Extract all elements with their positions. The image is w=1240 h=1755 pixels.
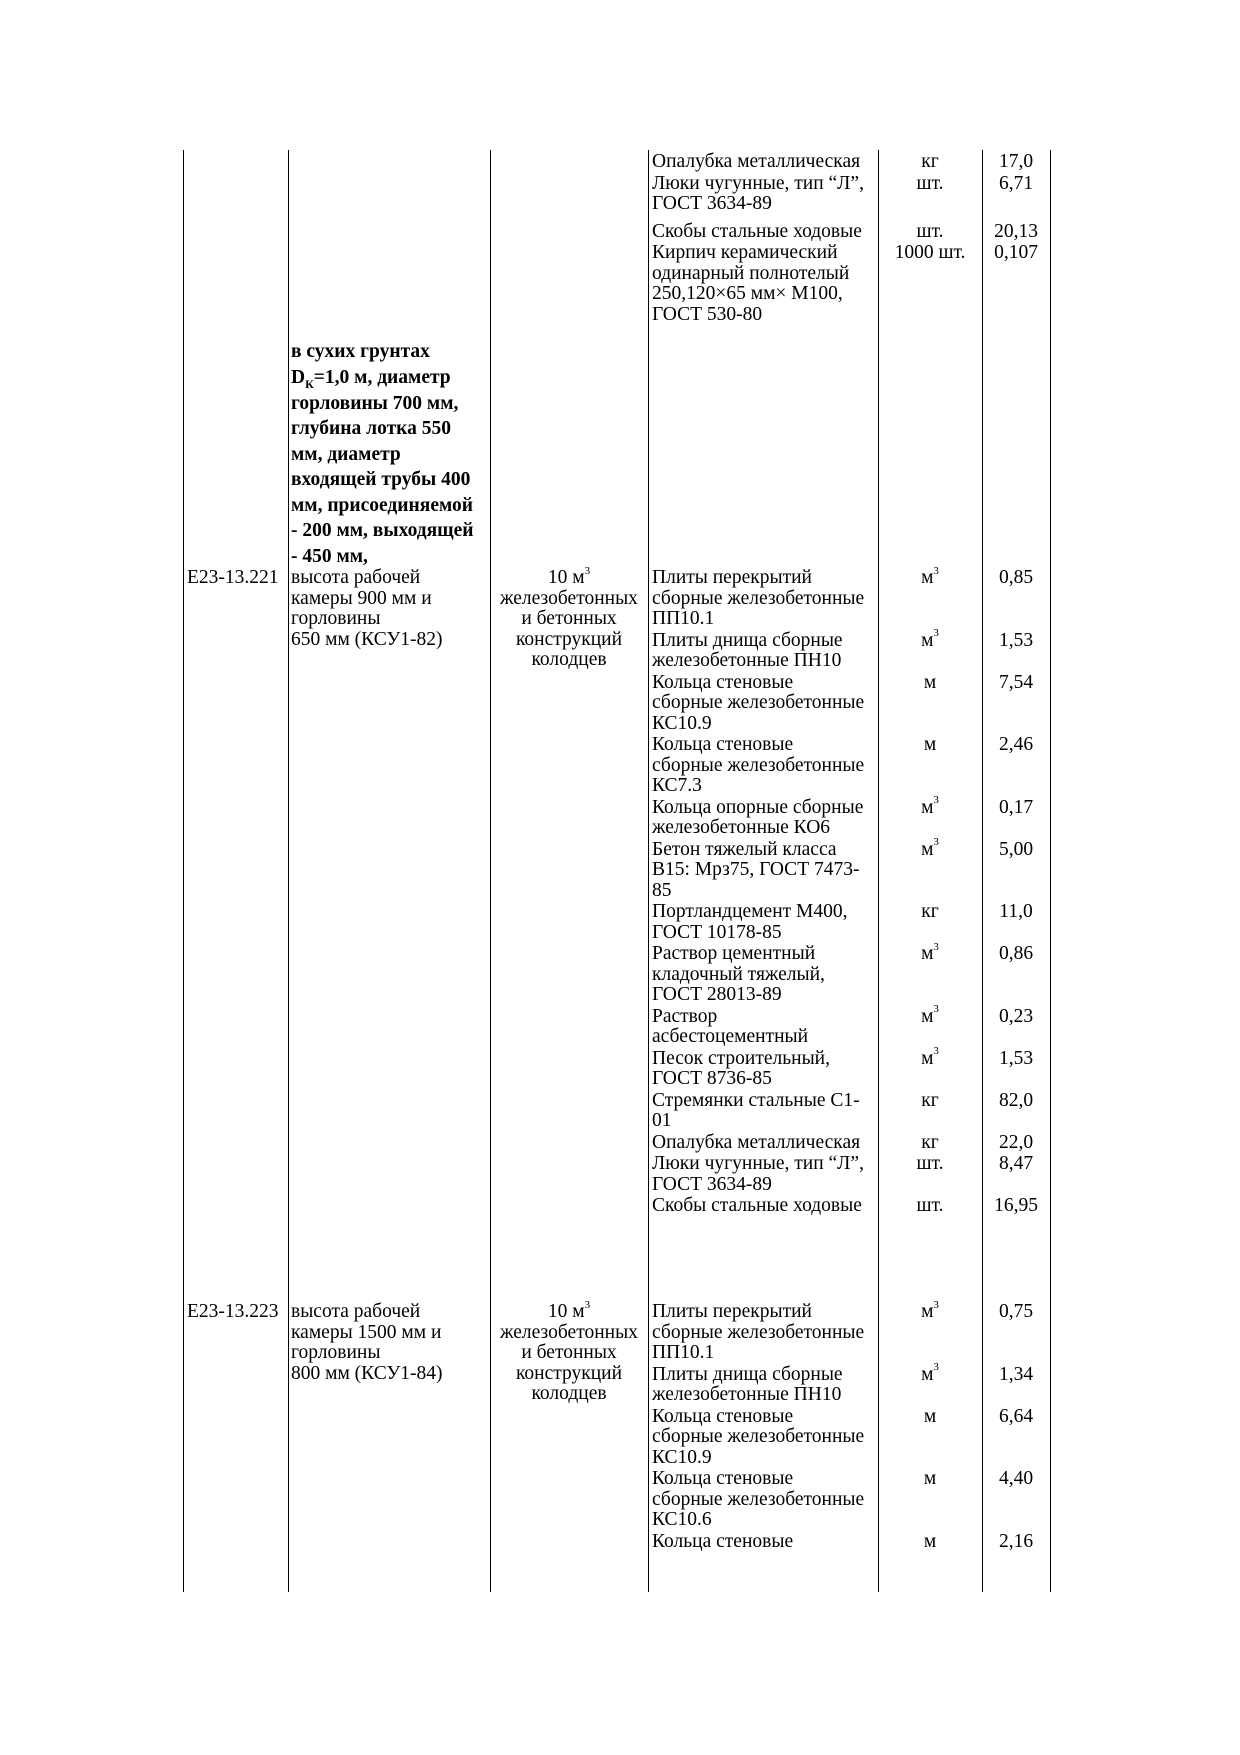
resource-value: 22,0 <box>998 1131 1034 1153</box>
resource-name-line: Песок строительный, <box>652 1047 830 1069</box>
resource-name-line: сборные железобетонные <box>652 587 865 609</box>
resource-name-line: Люки чугунные, тип “Л”, <box>652 1153 864 1174</box>
rate-unit-line: железобетонных <box>500 1321 638 1343</box>
rate-description-line: 800 мм (КСУ1-84) <box>291 1362 443 1384</box>
resource-unit: $м^3$ <box>921 940 939 964</box>
description-line: горловины 700 мм, <box>291 393 459 414</box>
resource-name-line: Скобы стальные ходовые <box>652 1195 862 1216</box>
resource-value: 4,40 <box>998 1468 1034 1489</box>
rate-unit-line: железобетонных <box>500 587 638 609</box>
rate-description-line: горловины <box>291 1342 381 1363</box>
description-line: мм, диаметр <box>291 444 401 465</box>
resource-name-line: Плиты днища сборные <box>652 1363 843 1385</box>
resource-name-line: сборные железобетонные <box>652 754 865 776</box>
resource-unit: кг <box>921 151 939 172</box>
resource-unit: м <box>923 671 937 693</box>
resource-name-line: Бетон тяжелый класса <box>652 838 837 860</box>
rate-code: Е23-13.223 <box>187 1301 279 1322</box>
resource-name-line: ГОСТ 3634-89 <box>652 1173 772 1195</box>
resource-value: 0,86 <box>998 943 1034 964</box>
resource-name-line: ГОСТ 530-80 <box>652 303 763 325</box>
resource-name-line: Скобы стальные ходовые <box>652 220 862 242</box>
resource-name-line: железобетонные ПН10 <box>652 1384 842 1405</box>
resource-name-line: Раствор <box>652 1005 718 1027</box>
resource-name-line: сборные железобетонные <box>652 1321 865 1343</box>
rate-unit-line: колодцев <box>531 649 607 670</box>
description-line: входящей трубы 400 <box>291 469 471 490</box>
resource-name-line: В15: Мрз75, ГОСТ 7473- <box>652 859 860 880</box>
column-border-right <box>1050 150 1051 1592</box>
resource-name-line: Опалубка металлическая <box>652 151 861 172</box>
resource-unit: кг <box>921 1089 939 1111</box>
resource-unit: шт. <box>916 220 944 242</box>
resource-value: 20,13 <box>994 220 1038 242</box>
resource-value: 5,00 <box>998 838 1034 860</box>
resource-name-line: ГОСТ 28013-89 <box>652 984 782 1005</box>
description-line: - 450 мм, <box>291 546 368 567</box>
resource-name-line: 01 <box>652 1110 672 1131</box>
resource-unit: $м^3$ <box>921 836 939 860</box>
resource-unit: кг <box>921 901 939 922</box>
resource-value: 11,0 <box>999 901 1033 922</box>
resource-unit: шт. <box>916 1153 944 1174</box>
resource-value: 1,53 <box>998 1047 1034 1069</box>
rate-unit-line: 10 $м^3$ <box>547 564 591 588</box>
rate-unit-line: и бетонных <box>521 608 617 629</box>
resource-value: 0,17 <box>998 796 1034 818</box>
resource-name-line: Плиты днища сборные <box>652 629 843 651</box>
resource-name-line: 250,120×65 мм× М100, <box>652 283 843 304</box>
rate-description-line: камеры 900 мм и <box>291 587 432 609</box>
resource-name-line: асбестоцементный <box>652 1026 809 1047</box>
resource-name-line: сборные железобетонные <box>652 692 865 713</box>
resource-value: 7,54 <box>998 671 1034 693</box>
resource-unit: шт. <box>916 172 944 194</box>
resource-value: 2,16 <box>998 1530 1034 1552</box>
resource-name-line: сборные железобетонные <box>652 1426 865 1447</box>
resource-name-line: Кольца стеновые <box>652 1468 794 1489</box>
description-line: $D_К=1,0$ м, диаметр <box>291 367 451 391</box>
rate-unit-line: колодцев <box>531 1383 607 1404</box>
resource-name-line: КС10.6 <box>652 1509 712 1530</box>
resource-name-line: одинарный полнотелый <box>652 262 850 284</box>
resource-value: 2,46 <box>998 734 1034 755</box>
column-border-left <box>183 150 184 1592</box>
resource-unit: шт. <box>916 1195 944 1216</box>
column-border-unit <box>648 150 649 1592</box>
resource-name-line: кладочный тяжелый, <box>652 963 825 985</box>
resource-unit: м <box>923 1530 937 1552</box>
resource-value: 6,64 <box>998 1405 1034 1427</box>
resource-name-line: Кольца стеновые <box>652 734 794 755</box>
resource-name-line: сборные железобетонные <box>652 1488 865 1510</box>
resource-name-line: Опалубка металлическая <box>652 1131 861 1153</box>
resource-name-line: железобетонные КО6 <box>652 817 831 838</box>
resource-name-line: ГОСТ 10178-85 <box>652 921 782 943</box>
rate-description-line: 650 мм (КСУ1-82) <box>291 628 443 650</box>
rate-unit-line: и бетонных <box>521 1342 617 1363</box>
resource-name-line: Кирпич керамический <box>652 242 838 263</box>
resource-value: 1,53 <box>998 629 1034 651</box>
resource-unit: кг <box>921 1131 939 1153</box>
resource-value: 17,0 <box>998 151 1034 172</box>
resource-name-line: ГОСТ 3634-89 <box>652 193 772 214</box>
description-line: глубина лотка 550 <box>291 418 451 439</box>
resource-name-line: 85 <box>652 879 672 901</box>
resource-name-line: Плиты перекрытий <box>652 567 812 588</box>
resource-value: 0,23 <box>998 1005 1034 1027</box>
resource-name-line: Кольца стеновые <box>652 671 794 693</box>
resource-name-line: Кольца стеновые <box>652 1405 794 1427</box>
rate-description-line: горловины <box>291 608 381 629</box>
column-border-code <box>288 150 289 1592</box>
resource-unit: $м^3$ <box>921 1298 939 1322</box>
description-line: в сухих грунтах <box>291 341 430 362</box>
rate-description-line: высота рабочей <box>291 1301 421 1322</box>
resource-value: 6,71 <box>998 172 1034 194</box>
description-line: мм, присоединяемой <box>291 495 473 516</box>
resource-name-line: ПП10.1 <box>652 1342 715 1363</box>
resource-name-line: Портландцемент М400, <box>652 901 848 922</box>
resource-value: 0,107 <box>994 242 1038 263</box>
resource-unit: $м^3$ <box>921 1045 939 1069</box>
resource-name-line: Люки чугунные, тип “Л”, <box>652 172 864 194</box>
resource-unit: $м^3$ <box>921 627 939 651</box>
rate-code: Е23-13.221 <box>187 567 279 588</box>
resource-unit: $м^3$ <box>921 1003 939 1027</box>
resource-value: 8,47 <box>998 1153 1034 1174</box>
resource-unit: м <box>923 734 937 755</box>
resource-unit: $м^3$ <box>921 1361 939 1385</box>
resource-value: 1,34 <box>998 1363 1034 1385</box>
resource-unit: м <box>923 1405 937 1427</box>
resource-unit: $м^3$ <box>921 794 939 818</box>
resource-name-line: ГОСТ 8736-85 <box>652 1068 772 1089</box>
resource-value: 82,0 <box>998 1089 1034 1111</box>
resource-unit: $м^3$ <box>921 564 939 588</box>
resource-name-line: железобетонные ПН10 <box>652 650 842 671</box>
resource-name-line: Плиты перекрытий <box>652 1301 812 1322</box>
resource-value: 0,85 <box>998 567 1034 588</box>
rate-unit-line: конструкций <box>515 1362 623 1384</box>
resource-name-line: Кольца стеновые <box>652 1530 794 1552</box>
resource-name-line: КС10.9 <box>652 712 712 734</box>
resource-value: 16,95 <box>994 1195 1038 1216</box>
description-line: - 200 мм, выходящей <box>291 520 474 541</box>
rate-description-line: камеры 1500 мм и <box>291 1321 442 1343</box>
resource-name-line: КС7.3 <box>652 775 702 796</box>
resource-unit: м <box>923 1468 937 1489</box>
resource-name-line: ПП10.1 <box>652 608 715 629</box>
rate-unit-line: 10 $м^3$ <box>547 1298 591 1322</box>
resource-name-line: КС10.9 <box>652 1446 712 1468</box>
resource-name-line: Кольца опорные сборные <box>652 796 864 818</box>
resource-name-line: Стремянки стальные С1- <box>652 1089 860 1111</box>
resource-value: 0,75 <box>998 1301 1034 1322</box>
rate-unit-line: конструкций <box>515 628 623 650</box>
resource-unit: 1000 шт. <box>894 242 966 263</box>
rate-description-line: высота рабочей <box>291 567 421 588</box>
resource-name-line: Раствор цементный <box>652 943 816 964</box>
